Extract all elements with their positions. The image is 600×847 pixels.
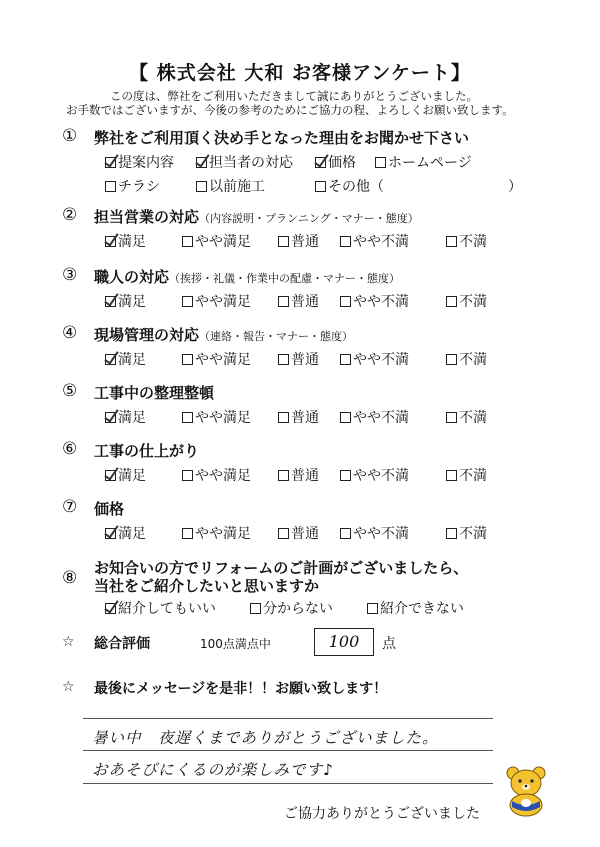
checkbox-icon[interactable] (105, 470, 116, 481)
rating-option[interactable] (182, 465, 251, 485)
checkbox-icon[interactable] (182, 296, 193, 307)
rating-option[interactable] (182, 349, 251, 369)
option-label: 満足 (118, 352, 146, 368)
option-label: 普通 (291, 526, 319, 542)
intro-line-2: お手数ではございますが、今後の参考のためにご協力の程、よろしくお願い致します。 (66, 103, 514, 117)
checkbox-icon[interactable] (340, 528, 351, 539)
checkbox-icon[interactable] (278, 354, 289, 365)
rating-option[interactable] (182, 291, 251, 311)
checkbox-icon[interactable] (340, 412, 351, 423)
question-subtitle: （挨拶・礼儀・作業中の配慮・マナー・態度） (169, 272, 401, 285)
q1-option-2[interactable] (196, 152, 293, 172)
option-label: チラシ (118, 179, 160, 195)
question-number: ③ (62, 265, 78, 285)
checkbox-icon[interactable] (182, 528, 193, 539)
question-title-text: 価格 (94, 500, 125, 518)
option-label: 満足 (118, 410, 146, 426)
option-label: 分からない (263, 601, 333, 617)
rating-option[interactable] (105, 407, 146, 427)
checkbox-icon[interactable] (182, 354, 193, 365)
question-title (94, 440, 199, 461)
option-label: やや満足 (195, 234, 251, 250)
checkbox-icon[interactable] (446, 470, 457, 481)
message-line-1[interactable]: 暑い中 夜遅くまでありがとうございました。 (92, 729, 439, 747)
checkbox-icon[interactable] (446, 528, 457, 539)
checkbox-icon[interactable] (105, 603, 116, 614)
option-label: 不満 (459, 352, 487, 368)
q8-title-line-1: お知合いの方でリフォームのご計画がございましたら、 (94, 559, 469, 577)
option-label: 満足 (118, 526, 146, 542)
q1-option-3[interactable] (315, 152, 356, 172)
checkbox-icon[interactable] (278, 470, 289, 481)
q8-option-1[interactable] (105, 598, 216, 618)
option-label: 紹介してもいい (118, 601, 216, 617)
checkbox-icon[interactable] (278, 528, 289, 539)
option-label: やや不満 (353, 526, 409, 542)
checkbox-icon[interactable] (278, 412, 289, 423)
checkbox-icon[interactable] (446, 412, 457, 423)
rating-option[interactable] (340, 407, 409, 427)
rating-option[interactable] (182, 523, 251, 543)
rating-option[interactable] (446, 407, 487, 427)
question-number: ⑦ (62, 497, 78, 517)
option-label: やや満足 (195, 352, 251, 368)
option-label: やや不満 (353, 352, 409, 368)
checkbox-icon[interactable] (105, 236, 116, 247)
message-rule-1 (83, 718, 493, 719)
checkbox-icon[interactable] (182, 236, 193, 247)
option-label: 普通 (291, 234, 319, 250)
score-value[interactable]: 100 (314, 628, 374, 656)
option-label: やや満足 (195, 526, 251, 542)
checkbox-icon[interactable] (250, 603, 261, 614)
page-title: 【 株式会社 大和 お客様アンケート】 (129, 62, 471, 84)
checkbox-icon[interactable] (105, 181, 116, 192)
option-label: やや不満 (353, 468, 409, 484)
option-label: 不満 (459, 234, 487, 250)
q1-number: ① (62, 126, 78, 146)
q8-title-line-2: 当社をご紹介したいと思いますか (94, 577, 320, 595)
q1-option-5[interactable] (105, 176, 160, 196)
checkbox-icon[interactable] (446, 354, 457, 365)
q1-option-7[interactable] (315, 176, 384, 196)
q1-title: 弊社をご利用頂く決め手となった理由をお聞かせ下さい (94, 129, 470, 147)
question-subtitle: （内容説明・プランニング・マナー・態度） (199, 212, 419, 225)
rating-option[interactable] (446, 231, 487, 251)
rating-option[interactable] (105, 349, 146, 369)
question-title (94, 206, 419, 227)
checkbox-icon[interactable] (375, 157, 386, 168)
option-label: 不満 (459, 410, 487, 426)
score-unit: 点 (382, 636, 396, 652)
message-line-2[interactable]: おあそびにくるのが楽しみです♪ (92, 761, 334, 779)
rating-option[interactable] (340, 523, 409, 543)
rating-option[interactable] (278, 349, 319, 369)
checkbox-icon[interactable] (182, 470, 193, 481)
checkbox-icon[interactable] (446, 236, 457, 247)
checkbox-icon[interactable] (105, 296, 116, 307)
rating-option[interactable] (278, 523, 319, 543)
rating-option[interactable] (340, 349, 409, 369)
option-label: 不満 (459, 468, 487, 484)
question-title-text: 工事の仕上がり (94, 442, 200, 460)
checkbox-icon[interactable] (367, 603, 378, 614)
checkbox-icon[interactable] (196, 181, 207, 192)
checkbox-icon[interactable] (278, 296, 289, 307)
option-label: その他（ (328, 179, 384, 195)
option-label: やや満足 (195, 410, 251, 426)
rating-option[interactable] (446, 349, 487, 369)
rating-option[interactable] (182, 231, 251, 251)
footer-thanks: ご協力ありがとうございました (284, 806, 480, 822)
checkbox-icon[interactable] (196, 157, 207, 168)
question-subtitle: （連絡・報告・マナー・態度） (199, 330, 354, 343)
option-label: 普通 (291, 468, 319, 484)
checkbox-icon[interactable] (340, 236, 351, 247)
question-title-text: 工事中の整理整頓 (94, 384, 215, 402)
question-number: ② (62, 205, 78, 225)
question-title-text: 現場管理の対応 (94, 326, 200, 344)
rating-option[interactable] (446, 523, 487, 543)
bear-mascot-icon (503, 765, 549, 817)
option-label: 価格 (328, 155, 356, 171)
option-label: 満足 (118, 234, 146, 250)
question-title-text: 職人の対応 (94, 268, 170, 286)
checkbox-icon[interactable] (446, 296, 457, 307)
option-label: ホームページ (388, 155, 472, 171)
score-label: 総合評価 (94, 636, 150, 652)
message-star: ☆ (62, 679, 75, 695)
rating-option[interactable] (340, 291, 409, 311)
q8-option-3[interactable] (367, 598, 464, 618)
rating-option[interactable] (105, 231, 146, 251)
option-label: 普通 (291, 352, 319, 368)
option-label: 普通 (291, 410, 319, 426)
rating-option[interactable] (340, 465, 409, 485)
option-label: 紹介できない (380, 601, 464, 617)
checkbox-icon[interactable] (105, 157, 116, 168)
question-title (94, 382, 214, 403)
question-title-text: 担当営業の対応 (94, 208, 200, 226)
q8-number: ⑧ (62, 568, 78, 588)
option-label: やや満足 (195, 468, 251, 484)
option-label: やや満足 (195, 294, 251, 310)
option-label: 普通 (291, 294, 319, 310)
intro-line-1: この度は、弊社をご利用いただきまして誠にありがとうございました。 (110, 89, 478, 103)
q1-option-1[interactable] (105, 152, 174, 172)
checkbox-icon[interactable] (340, 296, 351, 307)
checkbox-icon[interactable] (340, 354, 351, 365)
q1-option-6[interactable] (196, 176, 265, 196)
checkbox-icon[interactable] (105, 412, 116, 423)
option-label: やや不満 (353, 294, 409, 310)
option-label: 提案内容 (118, 155, 174, 171)
question-number: ④ (62, 323, 78, 343)
option-label: 不満 (459, 294, 487, 310)
question-number: ⑥ (62, 439, 78, 459)
rating-option[interactable] (446, 465, 487, 485)
option-label: やや不満 (353, 410, 409, 426)
option-label: 満足 (118, 294, 146, 310)
rating-option[interactable] (278, 291, 319, 311)
checkbox-icon[interactable] (315, 181, 326, 192)
checkbox-icon[interactable] (278, 236, 289, 247)
checkbox-icon[interactable] (105, 354, 116, 365)
checkbox-icon[interactable] (182, 412, 193, 423)
rating-option[interactable] (340, 231, 409, 251)
rating-option[interactable] (105, 523, 146, 543)
rating-option[interactable] (446, 291, 487, 311)
checkbox-icon[interactable] (105, 528, 116, 539)
question-title (94, 266, 400, 287)
checkbox-icon[interactable] (315, 157, 326, 168)
question-title (94, 498, 124, 519)
score-scale: 100点満点中 (200, 637, 271, 651)
rating-option[interactable] (105, 465, 146, 485)
message-label: 最後にメッセージを是非！！お願い致します！ (94, 681, 388, 697)
checkbox-icon[interactable] (340, 470, 351, 481)
q1-option-4[interactable] (375, 152, 472, 172)
q8-option-2[interactable] (250, 598, 333, 618)
message-rule-3 (83, 783, 493, 784)
option-label: 満足 (118, 468, 146, 484)
option-label: やや不満 (353, 234, 409, 250)
q1-other-close: ） (508, 179, 522, 195)
question-number: ⑤ (62, 381, 78, 401)
rating-option[interactable] (278, 465, 319, 485)
option-label: 不満 (459, 526, 487, 542)
message-rule-2 (83, 750, 493, 751)
question-title (94, 324, 353, 345)
option-label: 担当者の対応 (209, 155, 293, 171)
option-label: 以前施工 (209, 179, 265, 195)
rating-option[interactable] (278, 231, 319, 251)
rating-option[interactable] (105, 291, 146, 311)
score-star: ☆ (62, 634, 75, 650)
rating-option[interactable] (278, 407, 319, 427)
rating-option[interactable] (182, 407, 251, 427)
